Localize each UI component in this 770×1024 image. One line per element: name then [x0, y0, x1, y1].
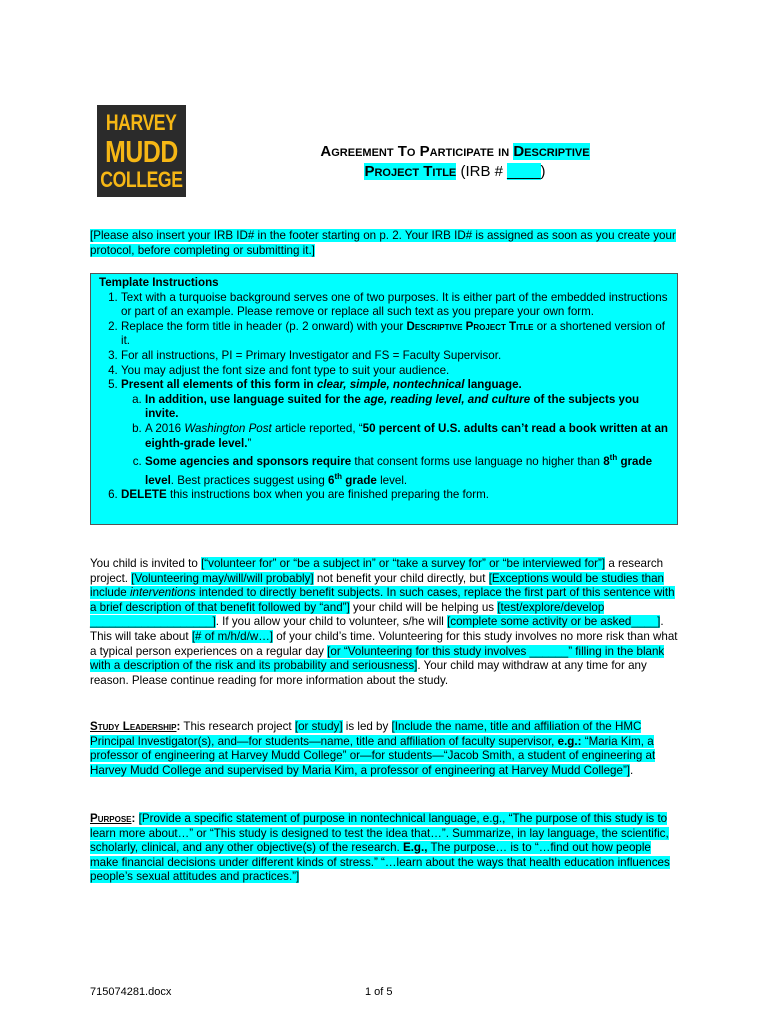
intro-hl-3a: [Exceptions would be studies than include: [90, 571, 665, 600]
instruction-5c-text-g: grade: [342, 473, 377, 487]
leadership-text-1: This research project: [180, 720, 295, 733]
instruction-5c-text-f: 6: [328, 473, 335, 487]
instruction-5b-text-b: Washington Post: [184, 421, 272, 435]
intro-text-7: of your child’s time. Volunteering for this study involves no more risk than what a typical person experiences on a regular day: [90, 629, 678, 658]
instruction-5c-text-d: grade level: [145, 454, 653, 487]
leadership-hl-2d: Maria Kim, a professor of engineering at Harvey Mudd College” or—for students—“: [90, 734, 654, 763]
title-part-3: Project Title: [364, 163, 457, 180]
instruction-sublist: [121, 393, 669, 488]
instruction-1-text: Text with a turquoise background serves one of two purposes. It is either part of the embedded instructions or part of an example. Please remove or replace all such text as you prepare your own form.: [121, 290, 668, 319]
logo-line-1: HARVEY: [106, 109, 177, 135]
instructions-list: [99, 291, 669, 503]
instruction-5b-text-a: A 2016: [145, 421, 185, 435]
instruction-2-text-b: Descriptive Project Title: [406, 319, 534, 333]
intro-text-4: your child will be helping us: [349, 600, 498, 614]
instruction-5c-text-h: level.: [376, 473, 408, 487]
instruction-item-5a: [145, 393, 669, 422]
intro-hl-3b: interventions: [129, 586, 196, 600]
leadership-hl-2a: [Include the name, title and affiliation of the HMC Principal Investigator(s), and—for students—name, title and affiliation of faculty supervisor,: [90, 720, 642, 748]
leadership-text-2: is led by: [342, 720, 392, 733]
study-leadership-paragraph: [90, 720, 680, 778]
instruction-5c-text-a: Some agencies and sponsors require: [145, 454, 352, 468]
leadership-text-3: .: [630, 763, 634, 777]
leadership-hl-1: [or study]: [294, 720, 343, 733]
instruction-5c-sup-1: th: [609, 453, 618, 463]
intro-hl-7: [or “Volunteering for this study involves ______” filling in the blank with a description of the risk and its probability and seriousness]: [90, 644, 665, 673]
intro-paragraph: [90, 557, 680, 688]
footer-id-note: [90, 229, 680, 258]
instruction-5a-text-c: of the subjects you invite.: [145, 392, 640, 421]
study-leadership-heading: Study Leadership: [90, 720, 177, 733]
instruction-4-text: You may adjust the font size and font type to suit your audience.: [121, 363, 450, 377]
intro-text-5: . If you allow your child to volunteer, s/he will: [215, 615, 448, 629]
instruction-5-text-c: language.: [464, 378, 522, 392]
instruction-5c-sup-2: th: [334, 471, 343, 481]
instruction-item-3: [121, 349, 669, 364]
document-title: [250, 142, 660, 182]
intro-text-6: . This will take about: [90, 615, 664, 643]
title-irb-blank: ____: [507, 163, 541, 180]
purpose-paragraph: [90, 812, 680, 885]
footer-page-number: 1 of 5: [365, 986, 393, 998]
instruction-5a-text-a: In addition, use language suited for the: [145, 392, 365, 406]
intro-text-3: not benefit your child directly, but: [313, 571, 489, 585]
intro-text-2: a research project.: [90, 557, 664, 585]
instruction-item-5c: [145, 451, 669, 488]
instruction-5c-text-c: 8: [603, 454, 610, 468]
title-part-1: Agreement To Participate in: [320, 143, 514, 160]
purpose-hl-1c: The purpose… is to “…find out how people make financial decisions under different kinds of stress.” “…learn about the ways that health education influences people’s sexual attitudes and practices.”]: [90, 841, 670, 884]
intro-hl-3c: intended to directly benefit subjects. In such cases, replace the first part of this sentence with a brief description of that benefit followed by “and”]: [90, 586, 675, 614]
instruction-item-2: [121, 320, 669, 349]
instruction-2-text-a: Replace the form title in header (p. 2 onward) with your: [121, 319, 407, 333]
purpose-hl-1b: E.g.,: [402, 841, 428, 855]
instruction-6-text-b: this instructions box when you are finished preparing the form.: [166, 488, 489, 502]
instruction-5c-text-e: . Best practices suggest using: [170, 473, 329, 487]
title-irb-label: (IRB #: [456, 163, 508, 180]
instruction-2-text-c: or a shortened version of it.: [121, 319, 665, 348]
intro-text-8: . Your child may withdraw at any time for any reason. Please continue reading for more information about the study.: [90, 659, 647, 687]
logo-line-3: COLLEGE: [100, 166, 183, 192]
instruction-5c-text-b: that consent forms use language no higher than: [351, 454, 604, 468]
instruction-5a-text-b: age, reading level, and culture: [364, 392, 531, 406]
harvey-mudd-logo: [97, 105, 186, 197]
intro-hl-4: [test/explore/develop ___________________]: [90, 600, 605, 629]
purpose-heading: Purpose: [90, 812, 132, 825]
logo-line-2: MUDD: [105, 133, 178, 169]
intro-hl-1: [“volunteer for” or “be a subject in” or “take a survey for” or “be interviewed for”]: [201, 557, 606, 570]
instruction-item-5b: [145, 422, 669, 451]
instruction-5b-text-c: article reported, “: [271, 421, 363, 435]
instruction-5b-text-e: ”: [247, 436, 252, 450]
instruction-3-text: For all instructions, PI = Primary Investigator and FS = Faculty Supervisor.: [121, 348, 502, 362]
purpose-colon: :: [131, 812, 136, 825]
title-part-2: Descriptive: [513, 143, 590, 160]
instruction-item-1: [121, 291, 669, 320]
instruction-6-text-a: DELETE: [121, 488, 167, 502]
leadership-hl-2c: “: [581, 734, 589, 748]
instruction-item-4: [121, 364, 669, 379]
footer-filename: 715074281.docx: [90, 986, 172, 998]
intro-hl-5: [complete some activity or be asked____]: [447, 615, 661, 629]
instruction-5b-text-d: 50 percent of U.S. adults can’t read a book written at an eighth-grade level.: [145, 421, 668, 450]
purpose-hl-1a: [Provide a specific statement of purpose in nontechnical language, e.g., “The purpose of this study is to learn more about…” or “This study is designed to test the idea that…”. Summarize, in lay language, the scientific, scholarly, clinical, and any other objective(s) of the research.: [90, 812, 669, 855]
template-instructions-box: [90, 273, 678, 525]
note-text: [Please also insert your IRB ID# in the footer starting on p. 2. Your IRB ID# is assigned as soon as you create your protocol, before completing or submitting it.]: [90, 229, 676, 257]
intro-hl-2: [Volunteering may/will/will probably]: [131, 571, 314, 585]
instruction-5-text-a: Present all elements of this form in: [121, 378, 317, 392]
instruction-item-5: [121, 378, 669, 488]
instruction-item-6: [121, 488, 669, 503]
leadership-colon: :: [176, 720, 181, 733]
intro-hl-6: [# of m/h/d/w…]: [191, 629, 274, 643]
leadership-hl-2b: e.g.:: [557, 734, 582, 748]
title-irb-close: ): [540, 163, 546, 180]
leadership-hl-2e: Jacob Smith, a student of engineering at Harvey Mudd College and supervised by Maria Kim, a professor of engineering at Harvey Mudd College”]: [90, 749, 656, 777]
instruction-5-text-b: clear, simple, nontechnical: [316, 378, 465, 392]
intro-text-1: You child is invited to: [90, 557, 202, 570]
instructions-heading: Template Instructions: [99, 276, 219, 289]
